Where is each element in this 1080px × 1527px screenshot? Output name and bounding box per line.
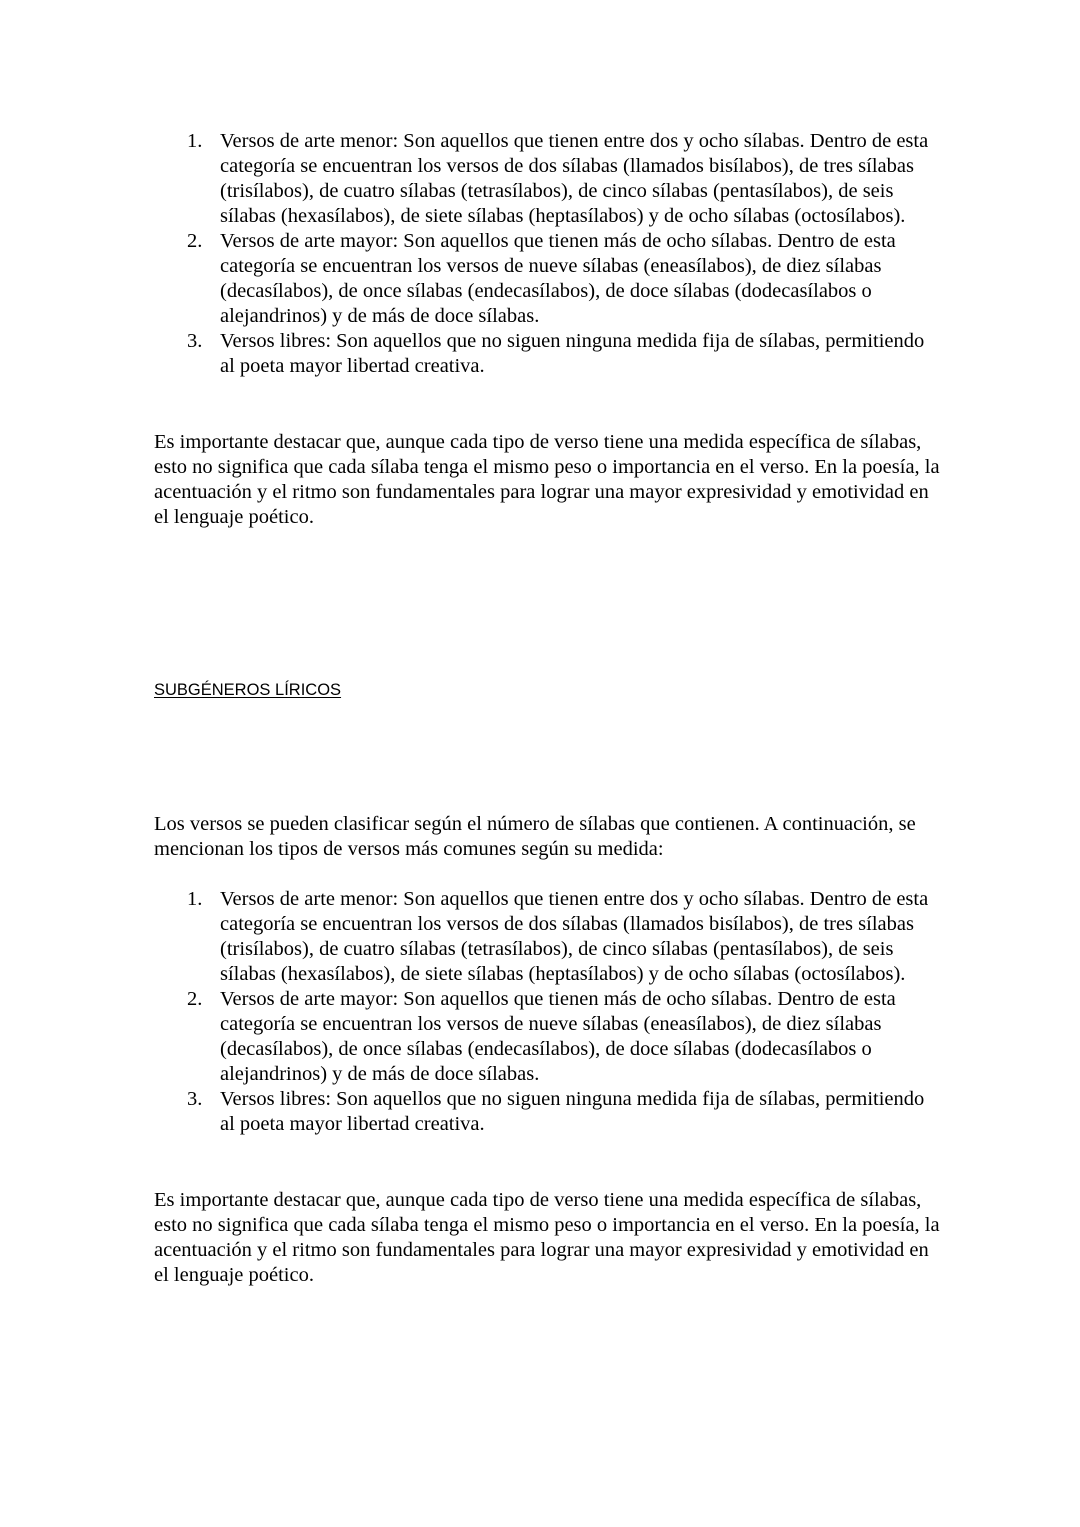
- paragraph: Los versos se pueden clasificar según el número de sílabas que contienen. A continuación, se mencionan los tipos de versos más comunes según su medida:: [154, 813, 916, 860]
- list-item: [154, 329, 944, 379]
- list-item-text: Versos de arte mayor: Son aquellos que tienen más de ocho sílabas. Dentro de esta categoría se encuentran los versos de nueve sílabas (eneasílabos), de diez sílabas (decasílabos), de once sílabas (endecasílabos), de doce sílabas (dodecasílabos o alejandrinos) y de más de doce sílabas.: [220, 230, 896, 327]
- section-heading: SUBGÉNEROS LÍRICOS: [154, 681, 342, 699]
- list-item-number: 2.: [187, 988, 203, 1010]
- paragraph: Es importante destacar que, aunque cada tipo de verso tiene una medida específica de sílabas, esto no significa que cada sílaba tenga el mismo peso o importancia en el verso. En la poesía, la acentuación y el ritmo son fundamentales para lograr una mayor expresividad y emotividad en el lenguaje poético.: [154, 1189, 940, 1286]
- list-item-number: 3.: [187, 1088, 203, 1110]
- list-item: [154, 129, 944, 229]
- list-item: [154, 1087, 944, 1137]
- paragraph: Es importante destacar que, aunque cada tipo de verso tiene una medida específica de sílabas, esto no significa que cada sílaba tenga el mismo peso o importancia en el verso. En la poesía, la acentuación y el ritmo son fundamentales para lograr una mayor expresividad y emotividad en el lenguaje poético.: [154, 431, 940, 528]
- list-item-text: Versos de arte menor: Son aquellos que tienen entre dos y ocho sílabas. Dentro de esta categoría se encuentran los versos de dos sílabas (llamados bisílabos), de tres sílabas (trisílabos), de cuatro sílabas (tetrasílabos), de cinco sílabas (pentasílabos), de seis sílabas (hexasílabos), de siete sílabas (heptasílabos) y de ocho sílabas (octosílabos).: [220, 888, 929, 985]
- list-item-text: Versos libres: Son aquellos que no siguen ninguna medida fija de sílabas, permitiendo al poeta mayor libertad creativa.: [220, 330, 925, 377]
- verse-list-2: [154, 887, 944, 1137]
- list-item-text: Versos de arte menor: Son aquellos que tienen entre dos y ocho sílabas. Dentro de esta categoría se encuentran los versos de dos sílabas (llamados bisílabos), de tres sílabas (trisílabos), de cuatro sílabas (tetrasílabos), de cinco sílabas (pentasílabos), de seis sílabas (hexasílabos), de siete sílabas (heptasílabos) y de ocho sílabas (octosílabos).: [220, 130, 929, 227]
- verse-list-1: [154, 129, 944, 379]
- list-item-text: Versos de arte mayor: Son aquellos que tienen más de ocho sílabas. Dentro de esta categoría se encuentran los versos de nueve sílabas (eneasílabos), de diez sílabas (decasílabos), de once sílabas (endecasílabos), de doce sílabas (dodecasílabos o alejandrinos) y de más de doce sílabas.: [220, 988, 896, 1085]
- list-item: [154, 887, 944, 987]
- list-item-number: 1.: [187, 130, 203, 152]
- list-item: [154, 229, 944, 329]
- list-item-number: 3.: [187, 330, 203, 352]
- list-item: [154, 987, 944, 1087]
- list-item-number: 1.: [187, 888, 203, 910]
- list-item-number: 2.: [187, 230, 203, 252]
- list-item-text: Versos libres: Son aquellos que no siguen ninguna medida fija de sílabas, permitiendo al poeta mayor libertad creativa.: [220, 1088, 925, 1135]
- intro-paragraph: [154, 812, 944, 862]
- closing-paragraph-1: [154, 430, 944, 530]
- closing-paragraph-2: [154, 1188, 944, 1288]
